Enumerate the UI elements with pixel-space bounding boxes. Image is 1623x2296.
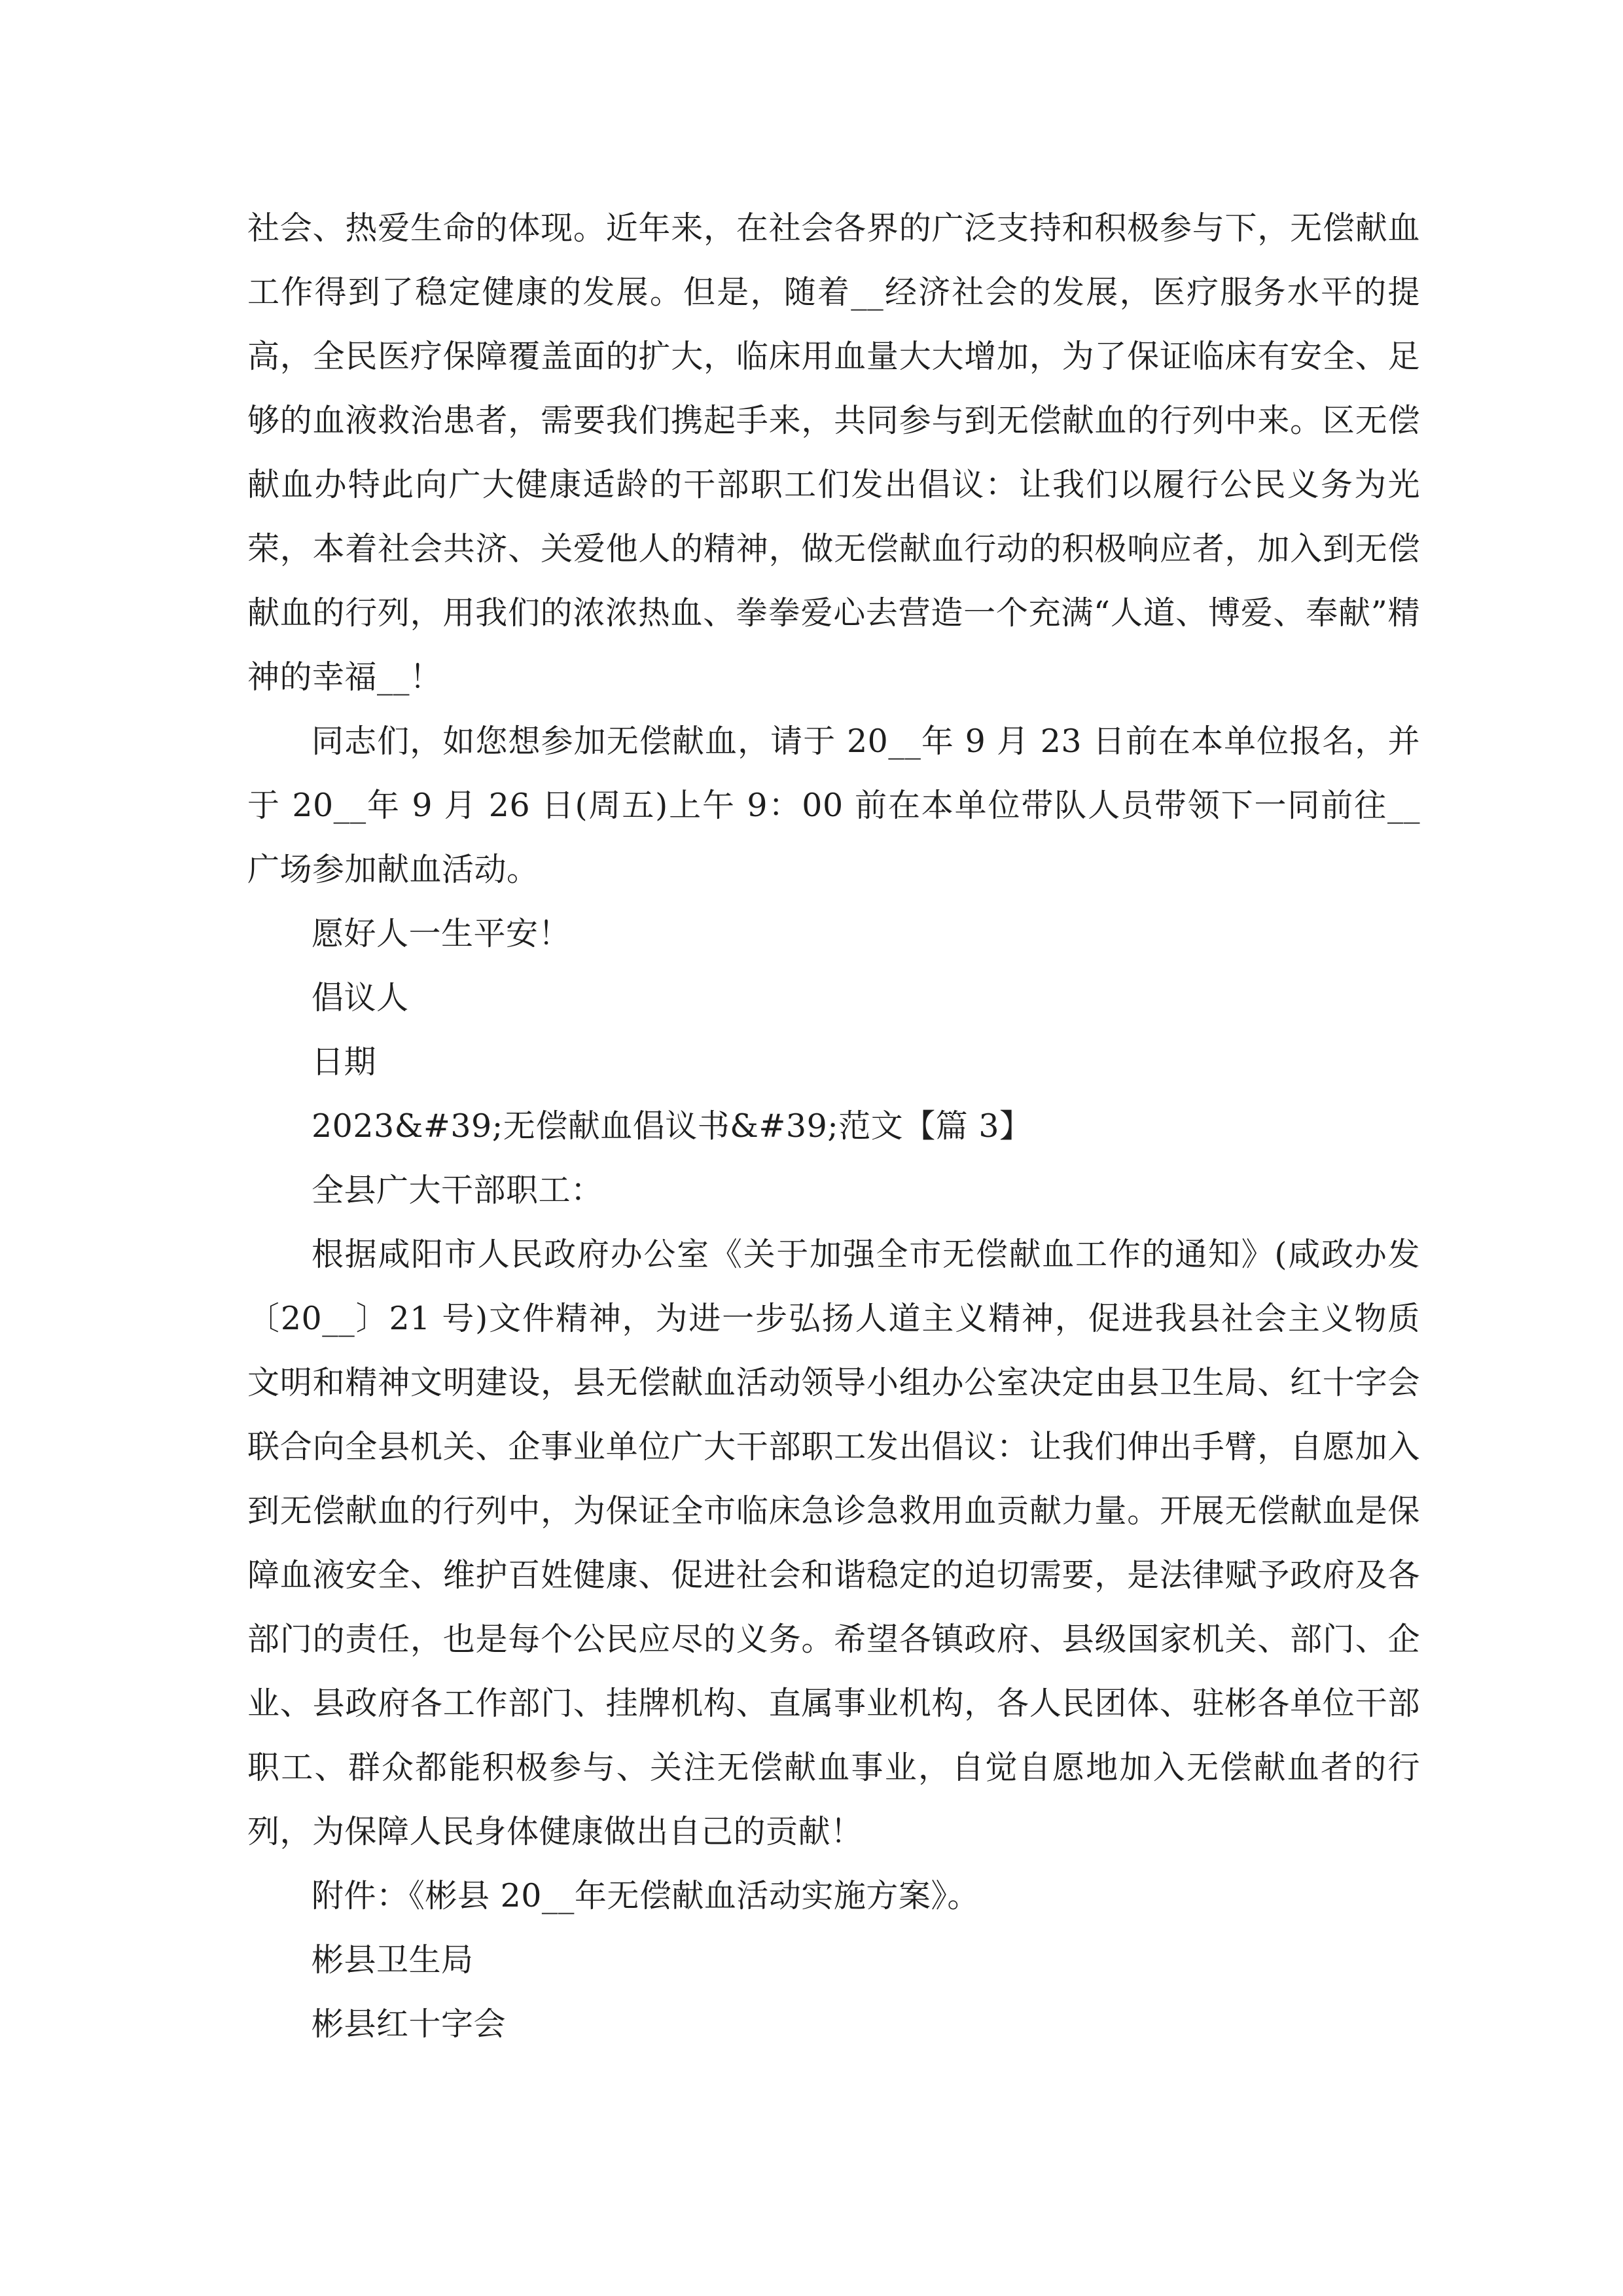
section-heading-part-3: 2023&#39;无偿献血倡议书&#39;范文【篇 3】 [312,1107,1032,1145]
paragraph-attachment: 附件：《彬县 20__年无偿献血活动实施方案》。 [312,1877,980,1914]
paragraph-blood-donation-context: 社会、热爱生命的体现。近年来，在社会各界的广泛支持和积极参与下，无偿献血工作得到了稳定健康的发展。但是，随着__经济社会的发展，医疗服务水平的提高，全民医疗保障覆盖面的扩大，临床用血量大大增加，为了保证临床有安全、足够的血液救治患者，需要我们携起手来，共同参与到无偿献血的行列中来。区无偿献血办特此向广大健康适龄的干部职工们发出倡议：让我们以履行公民义务为光荣，本着社会共济、关爱他人的精神，做无偿献血行动的积极响应者，加入到无偿献血的行列，用我们的浓浓热血、拳拳爱心去营造一个充满“人道、博爱、奉献”精神的幸福__！ [247,209,1420,696]
signature-red-cross: 彬县红十字会 [312,2005,507,2043]
paragraph-date: 日期 [312,1043,377,1081]
paragraph-blessing: 愿好人一生平安！ [312,915,571,952]
paragraph-proposer: 倡议人 [312,979,409,1016]
paragraph-main-proposal: 根据咸阳市人民政府办公室《关于加强全市无偿献血工作的通知》(咸政办发〔20__〕21 号)文件精神，为进一步弘扬人道主义精神，促进我县社会主义物质文明和精神文明建设，县无偿献血活动领导小组办公室决定由县卫生局、红十字会联合向全县机关、企事业单位广大干部职工发出倡议：让我们伸出手臂，自愿加入到无偿献血的行列中，为保证全市临床急诊急救用血贡献力量。开展无偿献血是保障血液安全、维护百姓健康、促进社会和谐稳定的迫切需要，是法律赋予政府及各部门的责任，也是每个公民应尽的义务。希望各镇政府、县级国家机关、部门、企业、县政府各工作部门、挂牌机构、直属事业机构，各人民团体、驻彬各单位干部职工、群众都能积极参与、关注无偿献血事业，自觉自愿地加入无偿献血者的行列，为保障人民身体健康做出自己的贡献！ [247,1236,1420,1850]
signature-health-bureau: 彬县卫生局 [312,1941,474,1979]
paragraph-registration-details: 同志们，如您想参加无偿献血，请于 20__年 9 月 23 日前在本单位报名，并于 20__年 9 月 26 日(周五)上午 9：00 前在本单位带队人员带领下一同前往__广场参加献血活动。 [247,723,1420,888]
paragraph-salutation: 全县广大干部职工： [312,1172,603,1209]
document-body [247,196,1420,2056]
